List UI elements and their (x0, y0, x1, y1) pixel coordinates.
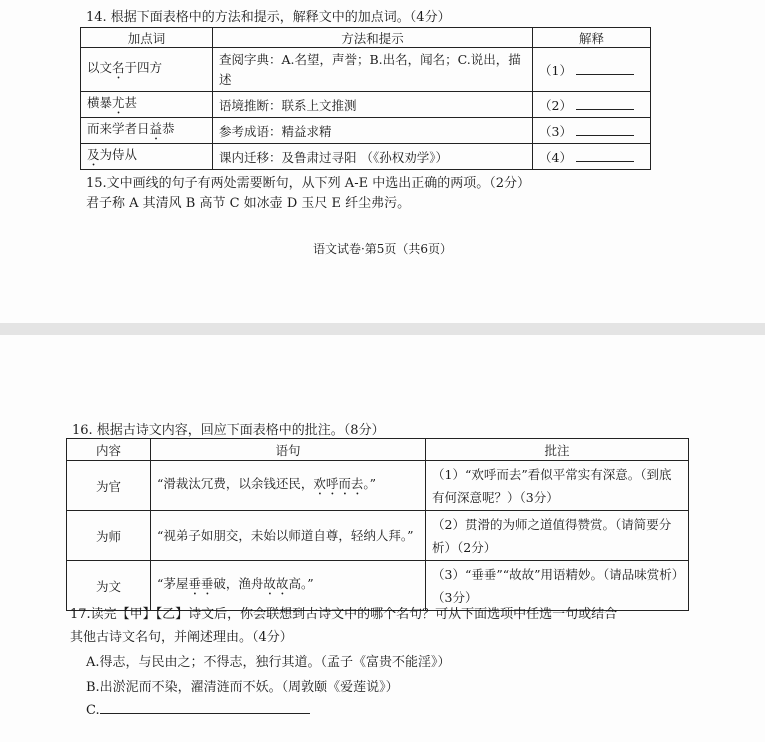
q17-title-line1: 17.读完【甲】【乙】诗文后，你会联想到古诗文中的哪个名句？可从下面选项中任选一句或结合 (70, 607, 618, 622)
table-row (67, 461, 689, 511)
q16-header-note: 批注 (426, 439, 689, 461)
q14-answer-3[interactable]: （3） (533, 118, 651, 144)
q16-table (66, 438, 689, 611)
q15-sentence: 君子称 A 其清风 B 高节 C 如冰壶 D 玉尺 E 纤尘弗污。 (86, 196, 411, 211)
q16-header-quote: 语句 (151, 439, 426, 461)
q14-answer-1[interactable]: （1） (533, 48, 651, 92)
q14-answer-4[interactable]: （4） (533, 144, 651, 170)
q16-header-topic: 内容 (67, 439, 151, 461)
q16-note-3: （3）“垂垂”“故故”用语精妙。（请品味赏析）（3分） (426, 561, 689, 611)
q16-quote-1: “滑裁汰冗费，以余钱还民，欢呼而去。” (151, 461, 426, 511)
q16-title: 16. 根据古诗文内容，回应下面表格中的批注。（8分） (72, 423, 385, 438)
page-divider (0, 323, 765, 335)
q16-note-2: （2）贯滑的为师之道值得赞赏。（请简要分析）（2分） (426, 511, 689, 561)
q14-hint-4: 课内迁移：及鲁肃过寻阳 （《孙权劝学》） (213, 144, 533, 170)
q16-quote-3: “茅屋垂垂破，渔舟故故高。” (151, 561, 426, 611)
q14-header-word: 加点词 (81, 28, 213, 48)
q14-hint-3: 参考成语：精益求精 (213, 118, 533, 144)
q14-answer-2[interactable]: （2） (533, 92, 651, 118)
q14-header-hint: 方法和提示 (213, 28, 533, 48)
table-row (81, 118, 651, 144)
q14-title: 14. 根据下面表格中的方法和提示，解释文中的加点词。（4分） (86, 10, 451, 25)
q17-option-b: B.出淤泥而不染，濯清涟而不妖。（周敦颐《爱莲说》） (86, 680, 399, 695)
q16-note-1: （1）“欢呼而去”看似平常实有深意。（到底有何深意呢？）（3分） (426, 461, 689, 511)
exam-page-5 (0, 0, 765, 323)
q16-topic-1: 为官 (67, 461, 151, 511)
q17-title-line2: 其他古诗文名句，并阐述理由。（4分） (70, 630, 293, 645)
q14-hint-1: 查阅字典：A.名望，声誉；B.出名，闻名；C.说出，描述 (213, 48, 533, 92)
q14-hint-2: 语境推断：联系上文推测 (213, 92, 533, 118)
q17-option-c[interactable]: C. (86, 701, 310, 718)
table-row (81, 92, 651, 118)
q17-option-a: A.得志，与民由之；不得志，独行其道。（孟子《富贵不能淫》） (86, 655, 451, 670)
q16-topic-2: 为师 (67, 511, 151, 561)
table-row (81, 144, 651, 170)
table-row (67, 511, 689, 561)
q14-word-1: 以文名于四方 (81, 48, 213, 92)
q14-word-2: 横暴尤甚 (81, 92, 213, 118)
q16-quote-2: “视弟子如朋交，未始以师道自尊，轻纳人拜。” (151, 511, 426, 561)
q15-title: 15.文中画线的句子有两处需要断句，从下列 A-E 中选出正确的两项。（2分） (86, 176, 530, 191)
q14-word-4: 及为侍从 (81, 144, 213, 170)
exam-page-6 (0, 335, 765, 742)
q14-table (80, 27, 651, 170)
q14-header-answer: 解释 (533, 28, 651, 48)
q14-word-3: 而来学者日益恭 (81, 118, 213, 144)
q16-topic-3: 为文 (67, 561, 151, 611)
table-row (81, 48, 651, 92)
page-footer: 语文试卷·第5页（共6页） (312, 242, 453, 256)
